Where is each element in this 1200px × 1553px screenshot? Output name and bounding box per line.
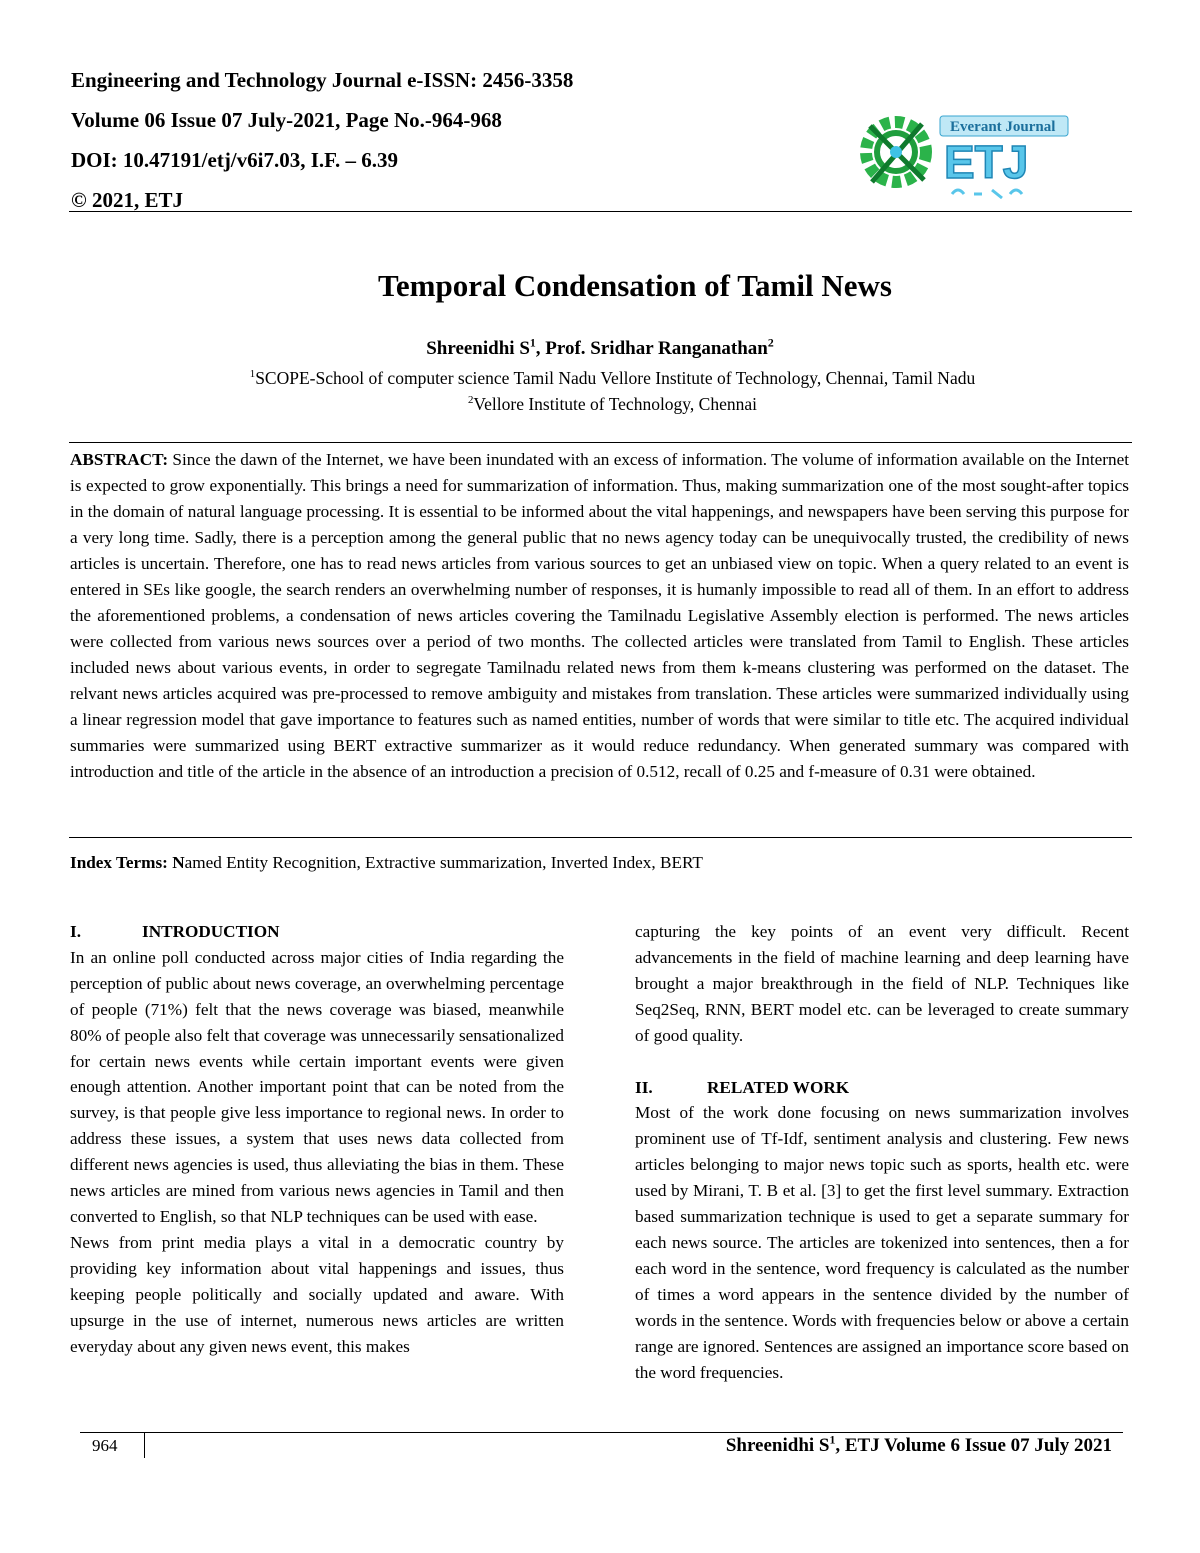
section-heading	[70, 919, 564, 945]
index-terms-label: Index Terms:	[70, 853, 173, 872]
affiliation-text: SCOPE-School of computer science Tamil Nadu Vellore Institute of Technology, Chennai, Tamil Nadu	[255, 368, 976, 388]
etj-logo	[852, 96, 1072, 208]
doi: DOI: 10.47191/etj/v6i7.03, I.F. – 6.39	[71, 148, 399, 172]
paper-title: Temporal Condensation of Tamil News	[378, 268, 892, 303]
affiliation-marker: 2	[468, 394, 474, 407]
index-terms	[70, 853, 703, 873]
author-line	[0, 338, 1200, 360]
left-column	[70, 919, 564, 1359]
author-name: Prof. Sridhar Ranganathan	[545, 338, 768, 359]
footer-author: Shreenidhi S	[725, 1435, 830, 1456]
section-number: II.	[635, 1077, 653, 1097]
affiliation-marker: 1	[829, 1433, 836, 1447]
section-title: RELATED WORK	[707, 1077, 850, 1097]
abstract-top-rule	[69, 442, 1132, 443]
author-name: Shreenidhi S	[426, 338, 530, 359]
abstract-bottom-rule	[69, 837, 1132, 838]
header-rule	[69, 211, 1132, 212]
journal-header	[71, 60, 573, 220]
author-separator: ,	[535, 338, 546, 359]
paragraph: News from print media plays a vital in a democratic country by providing key information about vital happenings and issues, thus keeping people politically and socially updated and aware. With upsurge in the use of internet, numerous news articles are written everyday about any given news event, this makes	[70, 1232, 564, 1356]
footer-journal: , ETJ Volume 6 Issue 07 July 2021	[835, 1435, 1112, 1456]
abstract-label: ABSTRACT:	[70, 450, 169, 469]
abstract-text: Since the dawn of the Internet, we have been inundated with an excess of information. The volume of information available on the Internet is expected to grow exponentially. This brings a need for summarization of information. Thus, making summarization one of the most sought-after topics in the domain of natural language processing. It is essential to be informed about the vital happenings, and newspapers have been serving this purpose for a very long time. Sadly, there is a perception among the general public that no news agency today can be unequivocally trusted, the credibility of news articles is uncertain. Therefore, one has to read news articles from various sources to get an unbiased view on topic. When a query related to an event is entered in SEs like google, the search renders an overwhelming number of responses, it is humanly impossible to read all of them. In an effort to address the aforementioned problems, a condensation of news articles covering the Tamilnadu Legislative Assembly election is performed. The news articles were collected from various news sources over a period of two months. The collected articles were translated from Tamil to English. These articles included news about various events, in order to segregate Tamilnadu related news from them k-means clustering was performed on the dataset. The relvant news articles acquired was pre-processed to remove ambiguity and mistakes from translation. These articles were summarized individually using a linear regression model that gave importance to features such as named entities, number of words that were similar to title etc. The acquired individual summaries were summarized using BERT extractive summarizer as it would reduce redundancy. When generated summary was compared with introduction and title of the article in the absence of an introduction a precision of 0.512, recall of 0.25 and f-measure of 0.31 were obtained.	[70, 450, 1129, 781]
page-number: 964	[92, 1436, 118, 1455]
affiliation-marker: 1	[529, 336, 536, 350]
paragraph: Most of the work done focusing on news summarization involves prominent use of Tf-Idf, sentiment analysis and clustering. Few news articles belonging to major news topic such as sports, health etc. were used by Mirani, T. B et al. [3] to get the first level summary. Extraction based summarization technique is used to get a separate summary for each news source. The articles are tokenized into sentences, then a for each word in the sentence, word frequency is calculated as the number of times a word appears in the sentence divided by the number of words in the sentence. Words with frequencies below or above a certain range are ignored. Sentences are assigned an importance score based on the word frequencies.	[635, 1103, 1129, 1382]
journal-name: Engineering and Technology Journal e-ISSN: 2456-3358	[71, 68, 574, 92]
copyright: © 2021, ETJ	[71, 188, 183, 212]
section-heading	[635, 1075, 1129, 1101]
logo-caption: Everant Journal	[950, 119, 1056, 135]
paragraph: capturing the key points of an event very difficult. Recent advancements in the field of machine learning and deep learning have brought a major breakthrough in the field of NLP. Techniques like Seq2Seq, RNN, BERT model etc. can be leveraged to create summary of good quality.	[635, 922, 1129, 1045]
right-column	[635, 919, 1129, 1385]
footer-divider	[144, 1432, 145, 1458]
running-footer	[726, 1435, 1112, 1457]
affiliation	[0, 394, 1200, 415]
affiliation-marker: 2	[767, 336, 774, 350]
affiliation	[0, 368, 1200, 389]
affiliation-text: Vellore Institute of Technology, Chennai	[473, 394, 757, 414]
gear-icon	[866, 122, 926, 182]
section-number: I.	[70, 922, 81, 941]
abstract	[70, 447, 1129, 785]
footer-rule	[80, 1432, 1123, 1433]
volume-issue: Volume 06 Issue 07 July-2021, Page No.-964-968	[71, 108, 502, 132]
section-title: INTRODUCTION	[142, 922, 280, 941]
affiliation-marker: 1	[249, 368, 256, 381]
paragraph: In an online poll conducted across major cities of India regarding the perception of public about news coverage, an overwhelming percentage of people (71%) felt that the news coverage was biased, meanwhile 80% of people also felt that coverage was unnecessarily sensationalized for certain news events while certain important events were given enough attention. Another important point that can be noted from the survey, is that people give less importance to regional news. In order to address these issues, a system that uses news data collected from different news agencies is used, thus alleviating the bias in them. These news articles are mined from various news agencies in Tamil and then converted to English, so that NLP techniques can be used with ease.	[70, 947, 564, 1226]
index-terms-initial: N	[172, 853, 185, 872]
logo-text: ETJ	[944, 136, 1029, 188]
index-terms-text: amed Entity Recognition, Extractive summarization, Inverted Index, BERT	[184, 853, 703, 872]
